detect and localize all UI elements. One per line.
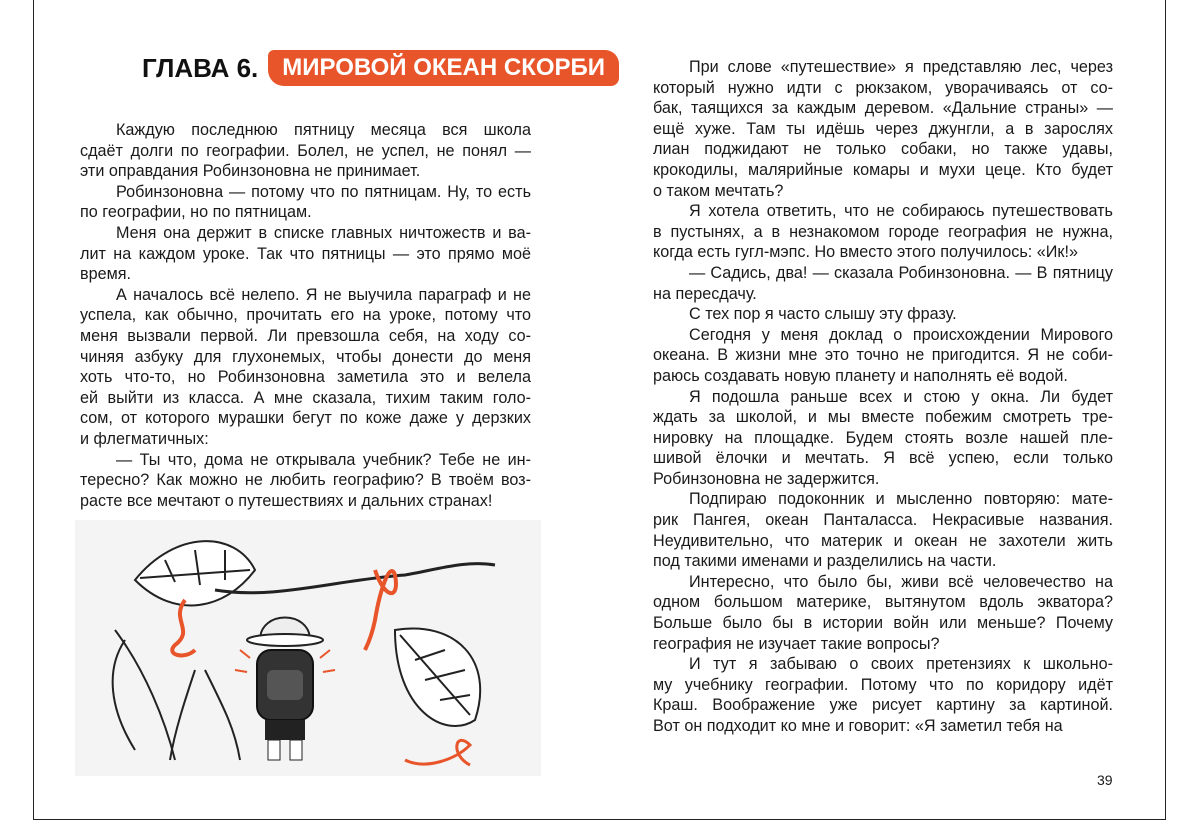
text-line: одном большом материке, вытянутом вдоль экватора? — [653, 593, 1113, 612]
text-line: который нужно идти с рюкзаком, уворачиваясь от со- — [653, 78, 1113, 97]
right-page-text — [653, 57, 1113, 737]
text-line: крокодилы, малярийные комары и мухи цеце. Кто будет — [653, 160, 1113, 179]
paragraph — [80, 450, 531, 512]
text-line: время. — [80, 265, 131, 284]
text-line: под такими именами и разделились на части. — [653, 552, 997, 571]
paragraph — [653, 304, 1113, 325]
text-line: ей выйти из класса. А мне сказала, тихим таким голо- — [80, 388, 531, 407]
text-line: сдаёт долги по географии. Болел, не успел, не понял — — [80, 141, 531, 160]
text-line: океана. В жизни мне это точно не пригодится. Я не соби- — [653, 346, 1113, 365]
paragraph — [653, 325, 1113, 387]
paragraph — [653, 654, 1113, 736]
text-line: Робинзоновна — потому что по пятницам. Ну, то есть — [116, 182, 531, 201]
text-line: ещё хуже. Там ты идёшь через джунгли, а в зарослях — [653, 119, 1113, 138]
text-line: И тут я забываю о своих претензиях к школьно- — [689, 655, 1113, 674]
paragraph — [80, 182, 531, 223]
text-line: Робинзоновна не задержится. — [653, 469, 880, 488]
text-line: успела, как обычно, прочитать его на уроке, потому что — [80, 306, 531, 325]
text-line: на пересдачу. — [653, 284, 757, 303]
text-line: При слове «путешествие» я представляю лес, через — [689, 58, 1113, 76]
text-line: Интересно, что было бы, живи всё человечество на — [689, 572, 1113, 591]
text-line: — Садись, два! — сказала Робинзоновна. — В пятницу — [689, 263, 1113, 282]
paragraph — [653, 572, 1113, 654]
text-line: Я хотела ответить, что не собираюсь путешествовать — [689, 202, 1113, 221]
chapter-label: ГЛАВА 6. — [142, 52, 259, 83]
chapter-title-banner — [268, 50, 619, 86]
text-line: А началось всё нелепо. Я не выучила параграф и не — [116, 285, 531, 304]
text-line: нировку на площадке. Будем стоять возле нашей пле- — [653, 428, 1113, 447]
left-page-text — [80, 120, 531, 511]
paragraph — [653, 387, 1113, 490]
text-line: Я подошла раньше всех и стою у окна. Ли будет — [689, 387, 1113, 406]
text-line: по географии, но по пятницам. — [80, 203, 312, 222]
text-line: Краш. Воображение уже рисует картину за картиной. — [653, 696, 1113, 715]
text-line: Сегодня у меня доклад о происхождении Мирового — [689, 325, 1113, 344]
explorer-figure — [247, 618, 323, 761]
page-number: 39 — [1097, 772, 1113, 788]
text-line: — Ты что, дома не открывала учебник? Тебе не ин- — [116, 450, 531, 469]
paragraph — [80, 120, 531, 182]
paragraph — [653, 201, 1113, 263]
text-line: сом, от которого мурашки бегут по коже даже у дерзких — [80, 409, 531, 428]
text-line: Вот он подходит ко мне и говорит: «Я заметил тебя на — [653, 717, 1063, 735]
text-line: Меня она держит в списке главных ничтожеств и ва- — [116, 223, 531, 242]
text-line: Больше было бы в истории войн или меньше? Почему — [653, 614, 1113, 633]
text-line: когда есть гугл-мэпс. Но вместо этого получилось: «Ик!» — [653, 243, 1079, 262]
paragraph — [653, 489, 1113, 571]
text-line: му учебнику географии. Потому что по коридору идёт — [653, 675, 1113, 694]
text-line: о таком мечтать? — [653, 181, 784, 200]
chapter-title: МИРОВОЙ ОКЕАН СКОРБИ — [282, 54, 606, 81]
text-line: и флегматичных: — [80, 429, 209, 448]
paragraph — [80, 285, 531, 450]
text-line: чиняя азбуку для глухонемых, чтобы донести до меня — [80, 347, 531, 366]
text-line: рик Пангея, океан Панталасса. Некрасивые названия. — [653, 511, 1113, 530]
paragraph — [80, 223, 531, 285]
text-line: география не изучает такие вопросы? — [653, 634, 940, 653]
text-line: хоть что-то, но Робинзоновна заметила это и велела — [80, 368, 531, 387]
text-line: Подпираю подоконник и мысленно повторяю: мате- — [689, 490, 1113, 509]
text-line: С тех пор я часто слышу эту фразу. — [689, 305, 957, 324]
text-line: расте все мечтают о путешествиях и дальних странах! — [80, 491, 493, 510]
text-line: раюсь создавать новую планету и наполнять её водой. — [653, 366, 1068, 385]
text-line: Каждую последнюю пятницу месяца вся школа — [116, 121, 531, 139]
text-line: Неудивительно, что материк и океан не захотели жить — [653, 531, 1113, 550]
text-line: лит на каждом уроке. Так что пятницы — это прямо моё — [80, 244, 531, 263]
text-line: бак, таящихся за каждым деревом. «Дальние страны» — — [653, 99, 1113, 118]
text-line: лиан поджидают не только собаки, но также удавы, — [653, 140, 1113, 159]
text-line: ждать за школой, и мы вместе побежим смотреть тре- — [653, 408, 1113, 427]
text-line: в пустынях, а в незнакомом городе география не нужна, — [653, 222, 1113, 241]
text-line: эти оправдания Робинзоновна не принимает. — [80, 162, 421, 181]
text-line: меня вызвали первой. Ли превзошла себя, на ходу со- — [80, 326, 531, 345]
paragraph — [653, 263, 1113, 304]
text-line: шивой ёлочки и мечтать. Я всё успею, если только — [653, 449, 1113, 468]
chapter-heading — [142, 50, 619, 86]
jungle-explorer-illustration — [75, 520, 541, 776]
text-line: тересно? Как можно не любить географию? В твоём воз- — [80, 471, 531, 490]
paragraph — [653, 57, 1113, 201]
